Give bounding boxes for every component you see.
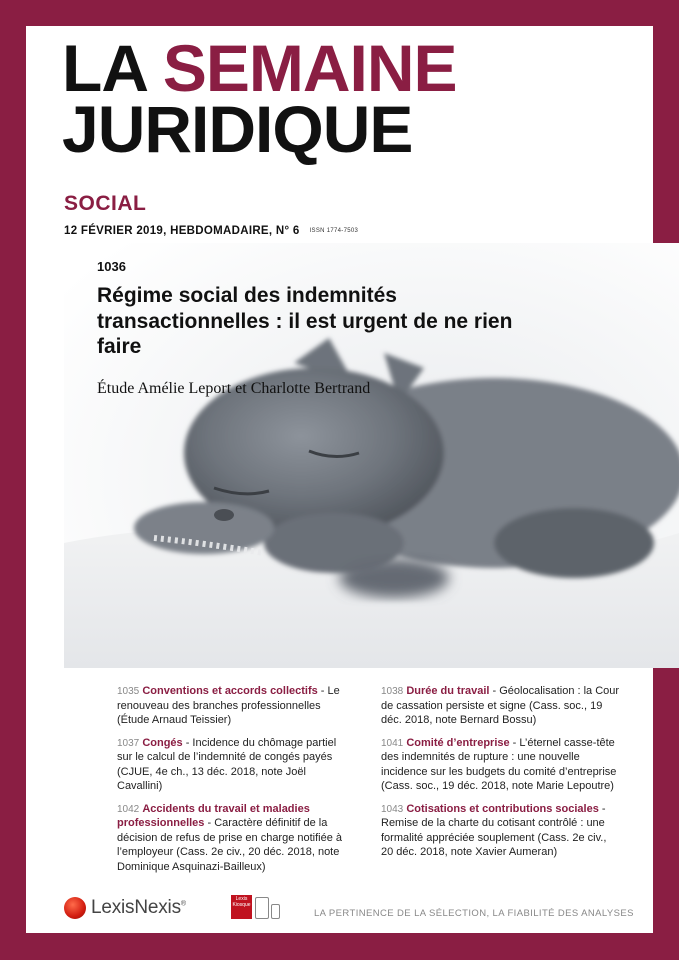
phone-icon [271,904,280,919]
toc-text: - Caractère définitif de la décision de refus de prise en charge notifiée à l’employeur (Cass. 2e civ., 20 déc. 2018, note Dominique Asquinazi-Bailleux) [117,817,343,873]
toc-text: - L’éternel casse-tête des indemnités de rupture : une nouvelle incidence sur les budgets du comité d’entreprise (Cass. soc., 19 déc. 2018, note Marie Lepoutre) [381,736,617,793]
dateline [64,225,358,237]
toc-text: - Remise de la charte du cotisant contrôlé : une formalité appréciée souplement (Cass. 2e civ., 20 déc. 2018, note Xavier Aumeran) [381,802,607,859]
lexisnexis-logo[interactable] [64,897,186,919]
toc-right-column [381,684,621,868]
feature-article-number: 1036 [97,259,126,274]
toc-item[interactable] [381,736,621,794]
toc-number: 1041 [381,737,404,749]
kiosque-line1: Lexis [235,896,248,902]
tablet-icon [255,897,269,919]
lexisnexis-sphere-icon [64,897,86,919]
toc-number: 1037 [117,737,140,749]
brand-name [91,897,186,919]
toc-item[interactable] [117,736,349,794]
brand-text: LexisNexis [91,897,181,918]
masthead-juridique: JURIDIQUE [62,91,413,166]
cover-footer [26,880,653,933]
toc-item[interactable] [381,684,621,728]
section-label: SOCIAL [64,192,147,215]
masthead-semaine: SEMAINE [162,31,457,105]
kiosque-icon [231,895,252,919]
feature-author: Étude Amélie Leport et Charlotte Bertrand [97,380,371,397]
toc-item[interactable] [117,802,349,875]
toc-text: - Incidence du chômage partiel sur le calcul de l’indemnité de congés payés (CJUE, 4e ch., 13 déc. 2018, note Joël Cavallini) [117,736,337,793]
toc-item[interactable] [117,684,349,728]
issue-date: 12 FÉVRIER 2019, HEBDOMADAIRE, N° 6 [64,225,300,237]
masthead [62,31,457,166]
toc-text: - Géolocalisation : la Cour de cassation persiste et signe (Cass. soc., 19 déc. 2018, note Bernard Bossu) [381,685,620,727]
toc-heading: Conventions et accords collectifs [142,685,318,697]
toc-heading: Congés [142,736,183,749]
toc-heading: Durée du travail [406,685,490,697]
toc-number: 1043 [381,803,404,815]
toc-number: 1035 [117,686,140,697]
toc-text: - Le renouveau des branches professionnelles (Étude Arnaud Teissier) [117,685,340,727]
toc-item[interactable] [381,802,621,860]
toc-heading: Cotisations et contributions sociales [406,802,599,815]
masthead-la: LA [62,31,163,105]
toc-heading: Accidents du travail et maladies professionnelles [117,802,310,830]
registered-mark: ® [180,900,186,908]
issn: ISSN 1774-7503 [309,227,359,234]
toc-heading: Comité d’entreprise [406,736,510,749]
feature-title[interactable]: Régime social des indemnités transactionnelles : il est urgent de ne rien faire [97,284,513,359]
tagline: LA PERTINENCE DE LA SÉLECTION, LA FIABILITÉ DES ANALYSES [314,908,634,919]
lexis-kiosque-badge[interactable] [231,895,280,919]
toc-left-column [117,684,349,882]
kiosque-line2: Kiosque [232,901,251,908]
toc-number: 1042 [117,803,140,815]
toc-number: 1038 [381,686,404,697]
